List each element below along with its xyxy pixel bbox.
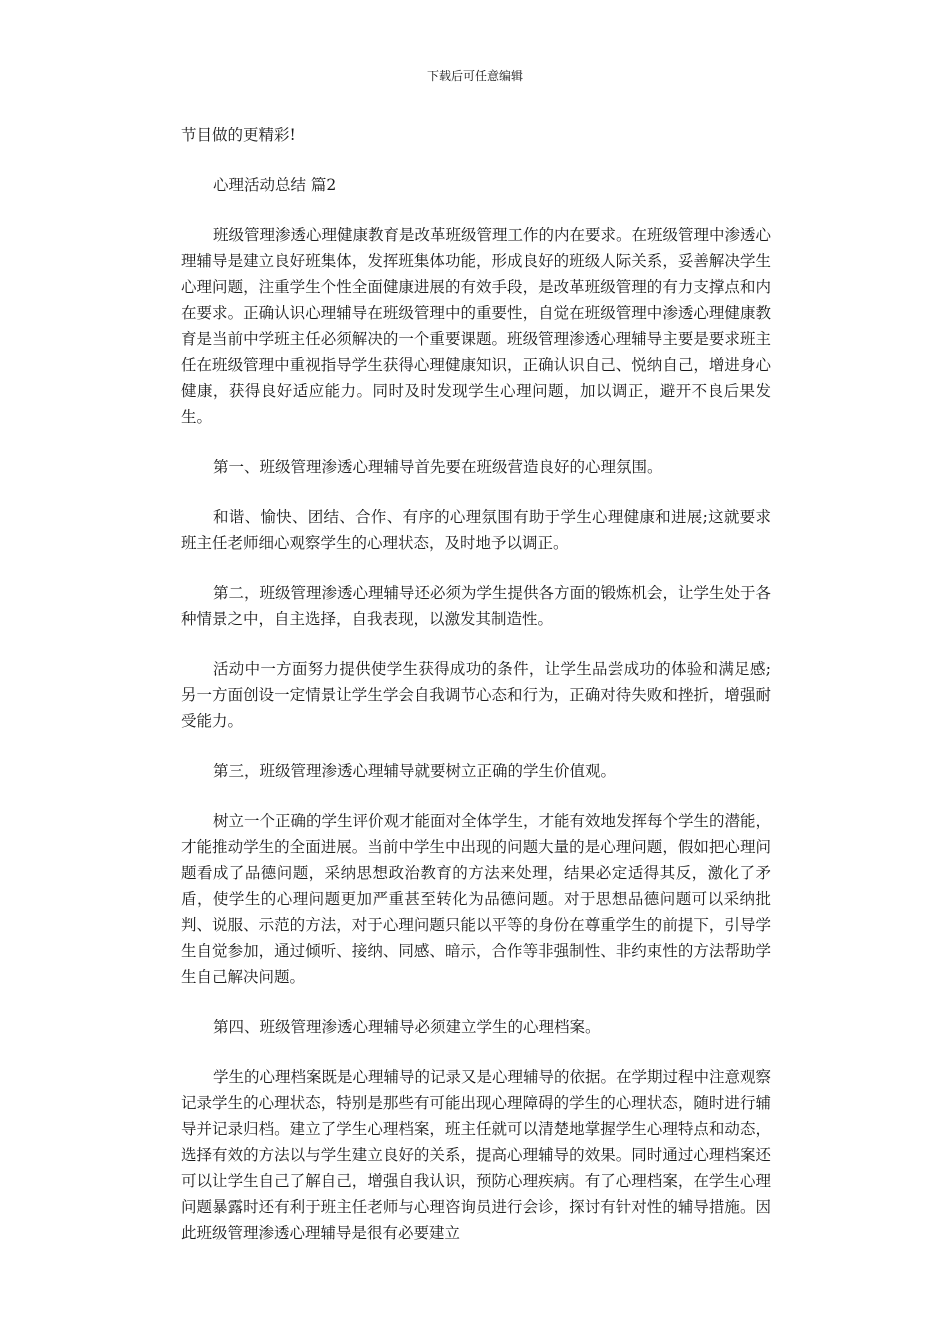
paragraph: 和谐、愉快、团结、合作、有序的心理氛围有助于学生心理健康和进展;这就要求班主任老师细心观察学生的心理状态，及时地予以调正。 xyxy=(181,508,771,552)
document-body xyxy=(181,122,771,1246)
point-heading-1: 第一、班级管理渗透心理辅导首先要在班级营造良好的心理氛围。 xyxy=(213,458,663,476)
point-heading-4: 第四、班级管理渗透心理辅导必须建立学生的心理档案。 xyxy=(213,1018,601,1036)
point-heading-2: 第二，班级管理渗透心理辅导还必须为学生提供各方面的锻炼机会，让学生处于各种情景之中，自主选择，自我表现，以激发其制造性。 xyxy=(181,584,772,628)
paragraph-continuation: 节目做的更精彩! xyxy=(181,126,296,144)
paragraph: 活动中一方面努力提供使学生获得成功的条件，让学生品尝成功的体验和满足感;另一方面创设一定情景让学生学会自我调节心态和行为，正确对待失败和挫折，增强耐受能力。 xyxy=(181,660,771,730)
paragraph: 树立一个正确的学生评价观才能面对全体学生，才能有效地发挥每个学生的潜能，才能推动学生的全面进展。当前中学生中出现的问题大量的是心理问题，假如把心理问题看成了品德问题，采纳思想政治教育的方法来处理，结果必定适得其反，激化了矛盾，使学生的心理问题更加严重甚至转化为品德问题。对于思想品德问题可以采纳批判、说服、示范的方法，对于心理问题只能以平等的身份在尊重学生的前提下，引导学生自觉参加，通过倾听、接纳、同感、暗示，合作等非强制性、非约束性的方法帮助学生自己解决问题。 xyxy=(181,812,772,986)
paragraph: 班级管理渗透心理健康教育是改革班级管理工作的内在要求。在班级管理中渗透心理辅导是建立良好班集体，发挥班集体功能，形成良好的班级人际关系，妥善解决学生心理问题，注重学生个性全面健康进展的有效手段，是改革班级管理的有力支撑点和内在要求。正确认识心理辅导在班级管理中的重要性，自觉在班级管理中渗透心理健康教育是当前中学班主任必须解决的一个重要课题。班级管理渗透心理辅导主要是要求班主任在班级管理中重视指导学生获得心理健康知识，正确认识自己、悦纳自己，增进身心健康，获得良好适应能力。同时及时发现学生心理问题，加以调正，避开不良后果发生。 xyxy=(181,226,772,426)
point-heading-3: 第三，班级管理渗透心理辅导就要树立正确的学生价值观。 xyxy=(213,762,617,780)
header-title: 下载后可任意编辑 xyxy=(426,69,523,83)
paragraph: 学生的心理档案既是心理辅导的记录又是心理辅导的依据。在学期过程中注意观察记录学生的心理状态，特别是那些有可能出现心理障碍的学生的心理状态，随时进行辅导并记录归档。建立了学生心理档案，班主任就可以清楚地掌握学生心理特点和动态，选择有效的方法以与学生建立良好的关系，提高心理辅导的效果。同时通过心理档案还可以让学生自己了解自己，增强自我认识，预防心理疾病。有了心理档案，在学生心理问题暴露时还有利于班主任老师与心理咨询员进行会诊，探讨有针对性的辅导措施。因此班级管理渗透心理辅导是很有必要建立 xyxy=(181,1068,772,1242)
page-header xyxy=(0,67,950,84)
section-heading: 心理活动总结 篇2 xyxy=(213,176,337,194)
